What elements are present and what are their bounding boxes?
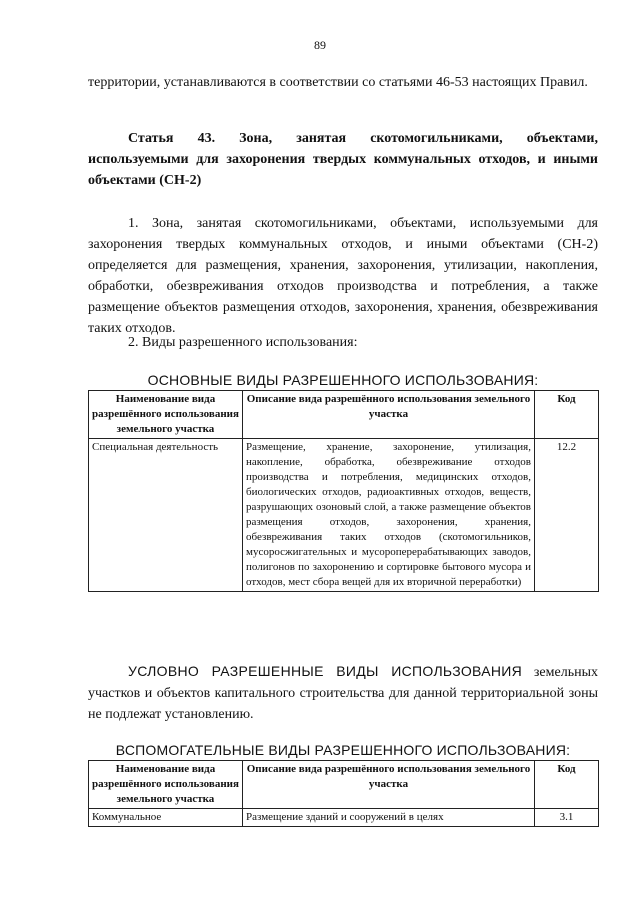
main-uses-table [88, 390, 599, 592]
table-row [89, 809, 599, 827]
intro-continuation: территории, устанавливаются в соответствии со статьями 46-53 настоящих Правил. [88, 75, 588, 90]
conditional-uses-rest: земельных участков и объектов капитального строительства для данной территориальной зоны не подлежат установлению. [88, 665, 598, 722]
row-name: Коммунальное [89, 809, 243, 827]
header-code: Код [535, 761, 599, 809]
row-description: Размещение, хранение, захоронение, утилизация, накопление, обработка, обезвреживание отходов производства и потребления, медицинских отходов, биологических отходов, радиоактивных отходов, веществ, разрушающих озоновый слой, а также размещение объектов размещения отходов, захоронения, хранения, обезвреживания таких отходов (скотомогильников, мусоросжигательных и мусороперерабатывающих заводов, полигонов по захоронению и сортировке бытового мусора и отходов, мест сбора вещей для их вторичной переработки) [243, 439, 535, 592]
table-header-row [89, 761, 599, 809]
header-code: Код [535, 391, 599, 439]
table-header-row [89, 391, 599, 439]
page-number: 89 [314, 38, 326, 52]
auxiliary-uses-heading: ВСПОМОГАТЕЛЬНЫЕ ВИДЫ РАЗРЕШЕННОГО ИСПОЛЬЗОВАНИЯ: [115, 742, 571, 758]
table-row [89, 439, 599, 592]
header-description: Описание вида разрешённого использования земельного участка [243, 391, 535, 439]
header-name: Наименование вида разрешённого использования земельного участка [89, 761, 243, 809]
row-name: Специальная деятельность [89, 439, 243, 592]
article-item-1: 1. Зона, занятая скотомогильниками, объектами, используемыми для захоронения твердых коммунальных отходов, и иными объектами (СН-2) определяется для размещения, хранения, захоронения, утилизации, накопления, обработки, обезвреживания отходов производства и потребления, а также размещение объектов размещения отходов, захоронения, хранения, обезвреживания таких отходов. [88, 216, 598, 336]
row-code: 3.1 [535, 809, 599, 827]
article-title: Статья 43. Зона, занятая скотомогильниками, объектами, используемыми для захоронения твердых коммунальных отходов, и иными объектами (СН-2) [88, 131, 598, 188]
conditional-uses-paragraph [88, 661, 598, 725]
conditional-uses-caps: УСЛОВНО РАЗРЕШЕННЫЕ ВИДЫ ИСПОЛЬЗОВАНИЯ [128, 663, 523, 679]
row-code: 12.2 [535, 439, 599, 592]
auxiliary-uses-table [88, 760, 599, 827]
header-name: Наименование вида разрешённого использования земельного участка [89, 391, 243, 439]
row-description: Размещение зданий и сооружений в целях [243, 809, 535, 827]
main-uses-heading: ОСНОВНЫЕ ВИДЫ РАЗРЕШЕННОГО ИСПОЛЬЗОВАНИЯ: [147, 372, 539, 388]
header-description: Описание вида разрешённого использования земельного участка [243, 761, 535, 809]
article-item-2: 2. Виды разрешенного использования: [128, 335, 358, 350]
